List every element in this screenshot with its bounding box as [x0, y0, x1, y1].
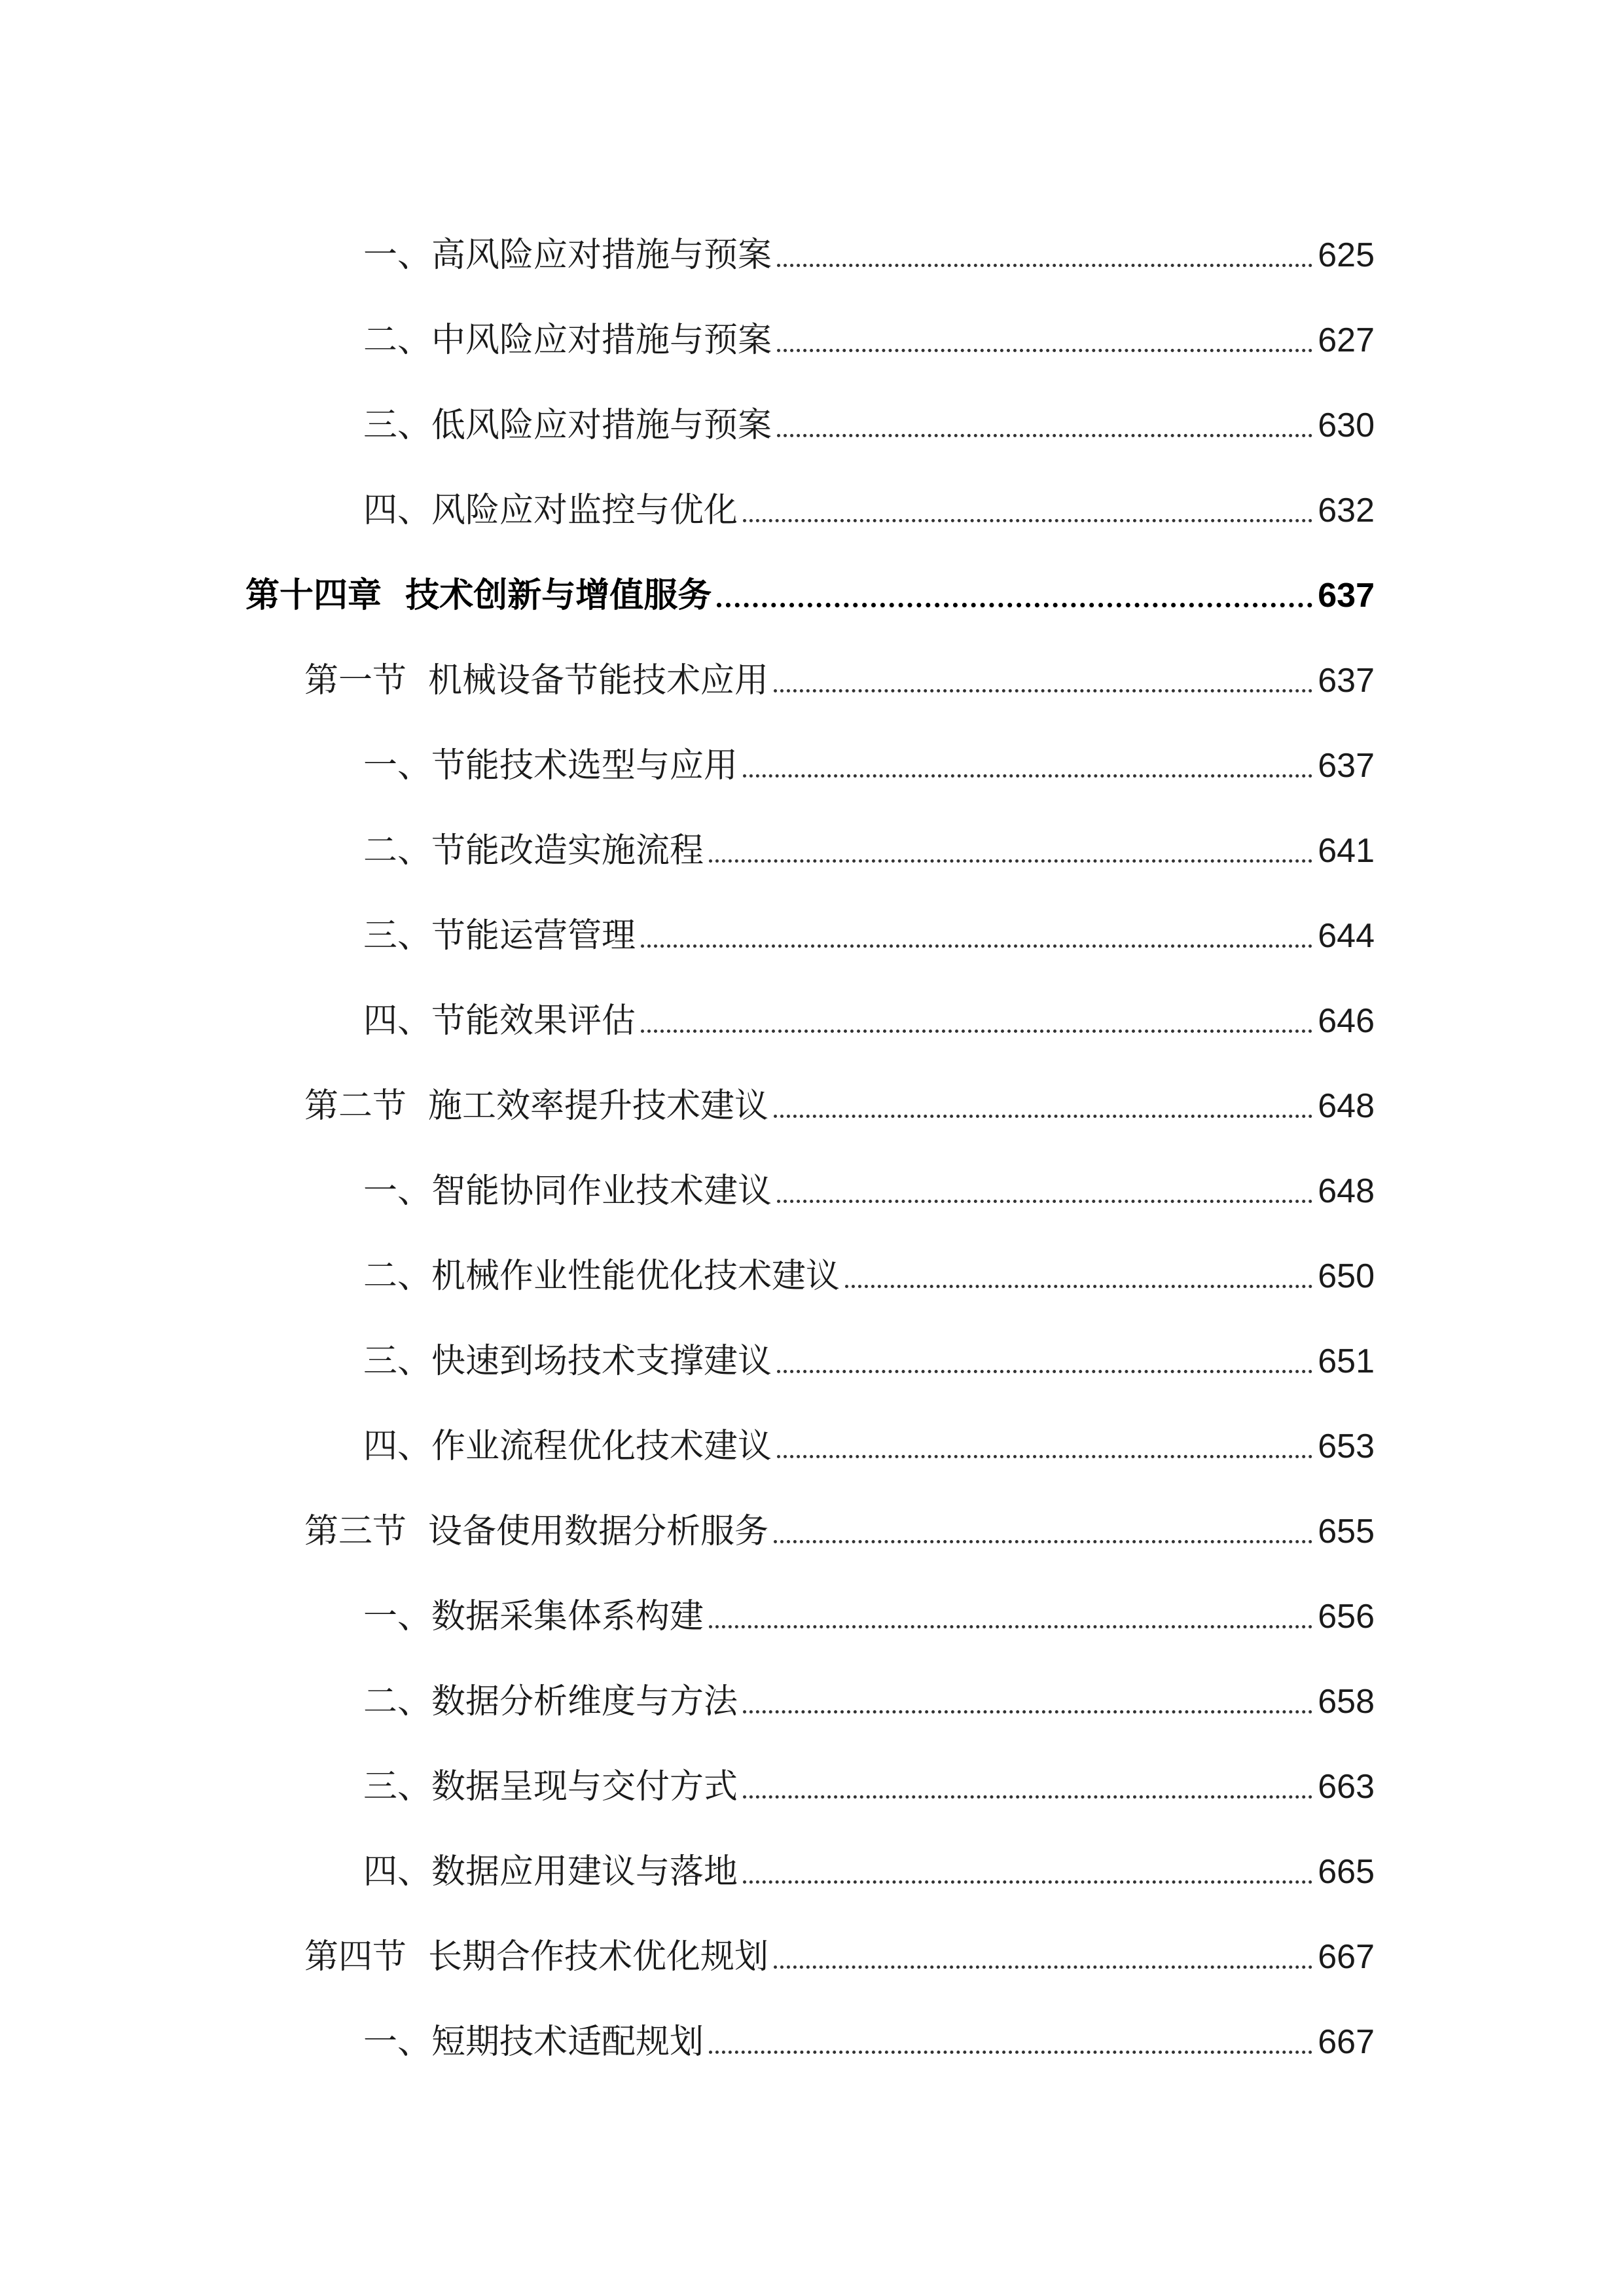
toc-entry-page: 658	[1318, 1683, 1375, 1721]
toc-entry-title: 第十四章 技术创新与增值服务	[245, 576, 712, 615]
toc-entry-title: 四、数据应用建议与落地	[363, 1852, 738, 1892]
toc-entry-page: 637	[1318, 747, 1375, 785]
toc-entry-title: 一、数据采集体系构建	[363, 1597, 704, 1636]
toc-entry-title: 一、智能协同作业技术建议	[363, 1172, 772, 1211]
toc-dot-leader	[777, 1200, 1312, 1203]
toc-entry-page: 637	[1318, 662, 1375, 700]
toc-entry-title: 第四节 长期合作技术优化规划	[304, 1937, 769, 1977]
toc-section-entry[interactable]	[304, 1490, 1375, 1549]
toc-entry-page: 644	[1318, 917, 1375, 955]
toc-dot-leader	[777, 1455, 1312, 1458]
toc-dot-leader	[709, 859, 1312, 863]
toc-chapter-entry[interactable]	[245, 554, 1375, 613]
toc-entry-title: 二、数据分析维度与方法	[363, 1682, 738, 1721]
toc-dot-leader	[777, 1370, 1312, 1373]
toc-dot-leader	[709, 2051, 1312, 2054]
toc-dot-leader	[774, 1540, 1312, 1543]
toc-entry[interactable]	[363, 979, 1375, 1041]
toc-entry-page: 625	[1318, 236, 1375, 274]
toc-entry-page: 667	[1318, 1938, 1375, 1976]
toc-entry-page: 650	[1318, 1257, 1375, 1295]
toc-entry-title: 三、数据呈现与交付方式	[363, 1767, 738, 1806]
toc-entry-page: 630	[1318, 406, 1375, 444]
toc-entry-title: 一、短期技术适配规划	[363, 2022, 704, 2062]
toc-dot-leader	[743, 1710, 1312, 1713]
toc-section-entry[interactable]	[304, 639, 1375, 698]
toc-entry[interactable]	[363, 213, 1375, 275]
toc-entry-title: 一、节能技术选型与应用	[363, 746, 738, 785]
toc-entry[interactable]	[363, 724, 1375, 783]
toc-entry-page: 641	[1318, 832, 1375, 870]
toc-entry[interactable]	[363, 298, 1375, 360]
toc-section-entry[interactable]	[304, 1915, 1375, 1977]
toc-entry-title: 四、作业流程优化技术建议	[363, 1427, 772, 1466]
toc-dot-leader	[717, 603, 1312, 607]
toc-entry-page: 648	[1318, 1172, 1375, 1210]
toc-dot-leader	[641, 1030, 1312, 1033]
toc-entry-title: 四、风险应对监控与优化	[363, 491, 738, 530]
toc-dot-leader	[774, 1115, 1312, 1118]
toc-entry-title: 第三节 设备使用数据分析服务	[304, 1512, 769, 1551]
toc-entry-title: 一、高风险应对措施与预案	[363, 236, 772, 275]
toc-entry-page: 655	[1318, 1513, 1375, 1551]
toc-entry-page: 651	[1318, 1342, 1375, 1380]
toc-entry-page: 663	[1318, 1768, 1375, 1806]
toc-entry[interactable]	[363, 2000, 1375, 2062]
toc-entry-title: 二、机械作业性能优化技术建议	[363, 1257, 840, 1296]
toc-dot-leader	[743, 774, 1312, 778]
toc-entry[interactable]	[363, 1660, 1375, 1719]
toc-entry-page: 646	[1318, 1002, 1375, 1040]
toc-dot-leader	[641, 944, 1312, 948]
toc-dot-leader	[774, 689, 1312, 692]
toc-entry[interactable]	[363, 1575, 1375, 1634]
toc-dot-leader	[774, 1965, 1312, 1969]
toc-entry[interactable]	[363, 894, 1375, 956]
toc-entry-title: 三、快速到场技术支撑建议	[363, 1342, 772, 1381]
toc-entry-title: 第二节 施工效率提升技术建议	[304, 1086, 769, 1126]
toc-entry-title: 第一节 机械设备节能技术应用	[304, 661, 769, 700]
toc-dot-leader	[709, 1625, 1312, 1628]
toc-entry-title: 三、节能运营管理	[363, 916, 636, 956]
toc-entry-page: 637	[1318, 577, 1375, 615]
toc-entry-page: 627	[1318, 321, 1375, 359]
toc-entry-title: 三、低风险应对措施与预案	[363, 406, 772, 445]
toc-entry-title: 四、节能效果评估	[363, 1001, 636, 1041]
toc-entry-page: 653	[1318, 1427, 1375, 1465]
toc-entry[interactable]	[363, 469, 1375, 528]
toc-entry[interactable]	[363, 1149, 1375, 1211]
toc-dot-leader	[743, 519, 1312, 522]
toc-entry[interactable]	[363, 1234, 1375, 1296]
toc-entry[interactable]	[363, 1745, 1375, 1804]
toc-entry[interactable]	[363, 1830, 1375, 1892]
toc-entry[interactable]	[363, 1319, 1375, 1381]
toc-dot-leader	[777, 349, 1312, 352]
toc-dot-leader	[777, 264, 1312, 267]
toc-entry[interactable]	[363, 384, 1375, 445]
toc-dot-leader	[845, 1285, 1312, 1288]
toc-entry[interactable]	[363, 1405, 1375, 1466]
toc-entry-page: 656	[1318, 1598, 1375, 1636]
toc-section-entry[interactable]	[304, 1064, 1375, 1126]
toc-entry[interactable]	[363, 809, 1375, 868]
toc-dot-leader	[743, 1880, 1312, 1884]
toc-dot-leader	[743, 1795, 1312, 1799]
toc-entry-title: 二、中风险应对措施与预案	[363, 321, 772, 360]
toc-dot-leader	[777, 434, 1312, 437]
toc-entry-title: 二、节能改造实施流程	[363, 831, 704, 870]
toc-entry-page: 648	[1318, 1087, 1375, 1125]
toc-entry-page: 632	[1318, 492, 1375, 529]
toc-entry-page: 667	[1318, 2023, 1375, 2061]
toc-entry-page: 665	[1318, 1853, 1375, 1891]
